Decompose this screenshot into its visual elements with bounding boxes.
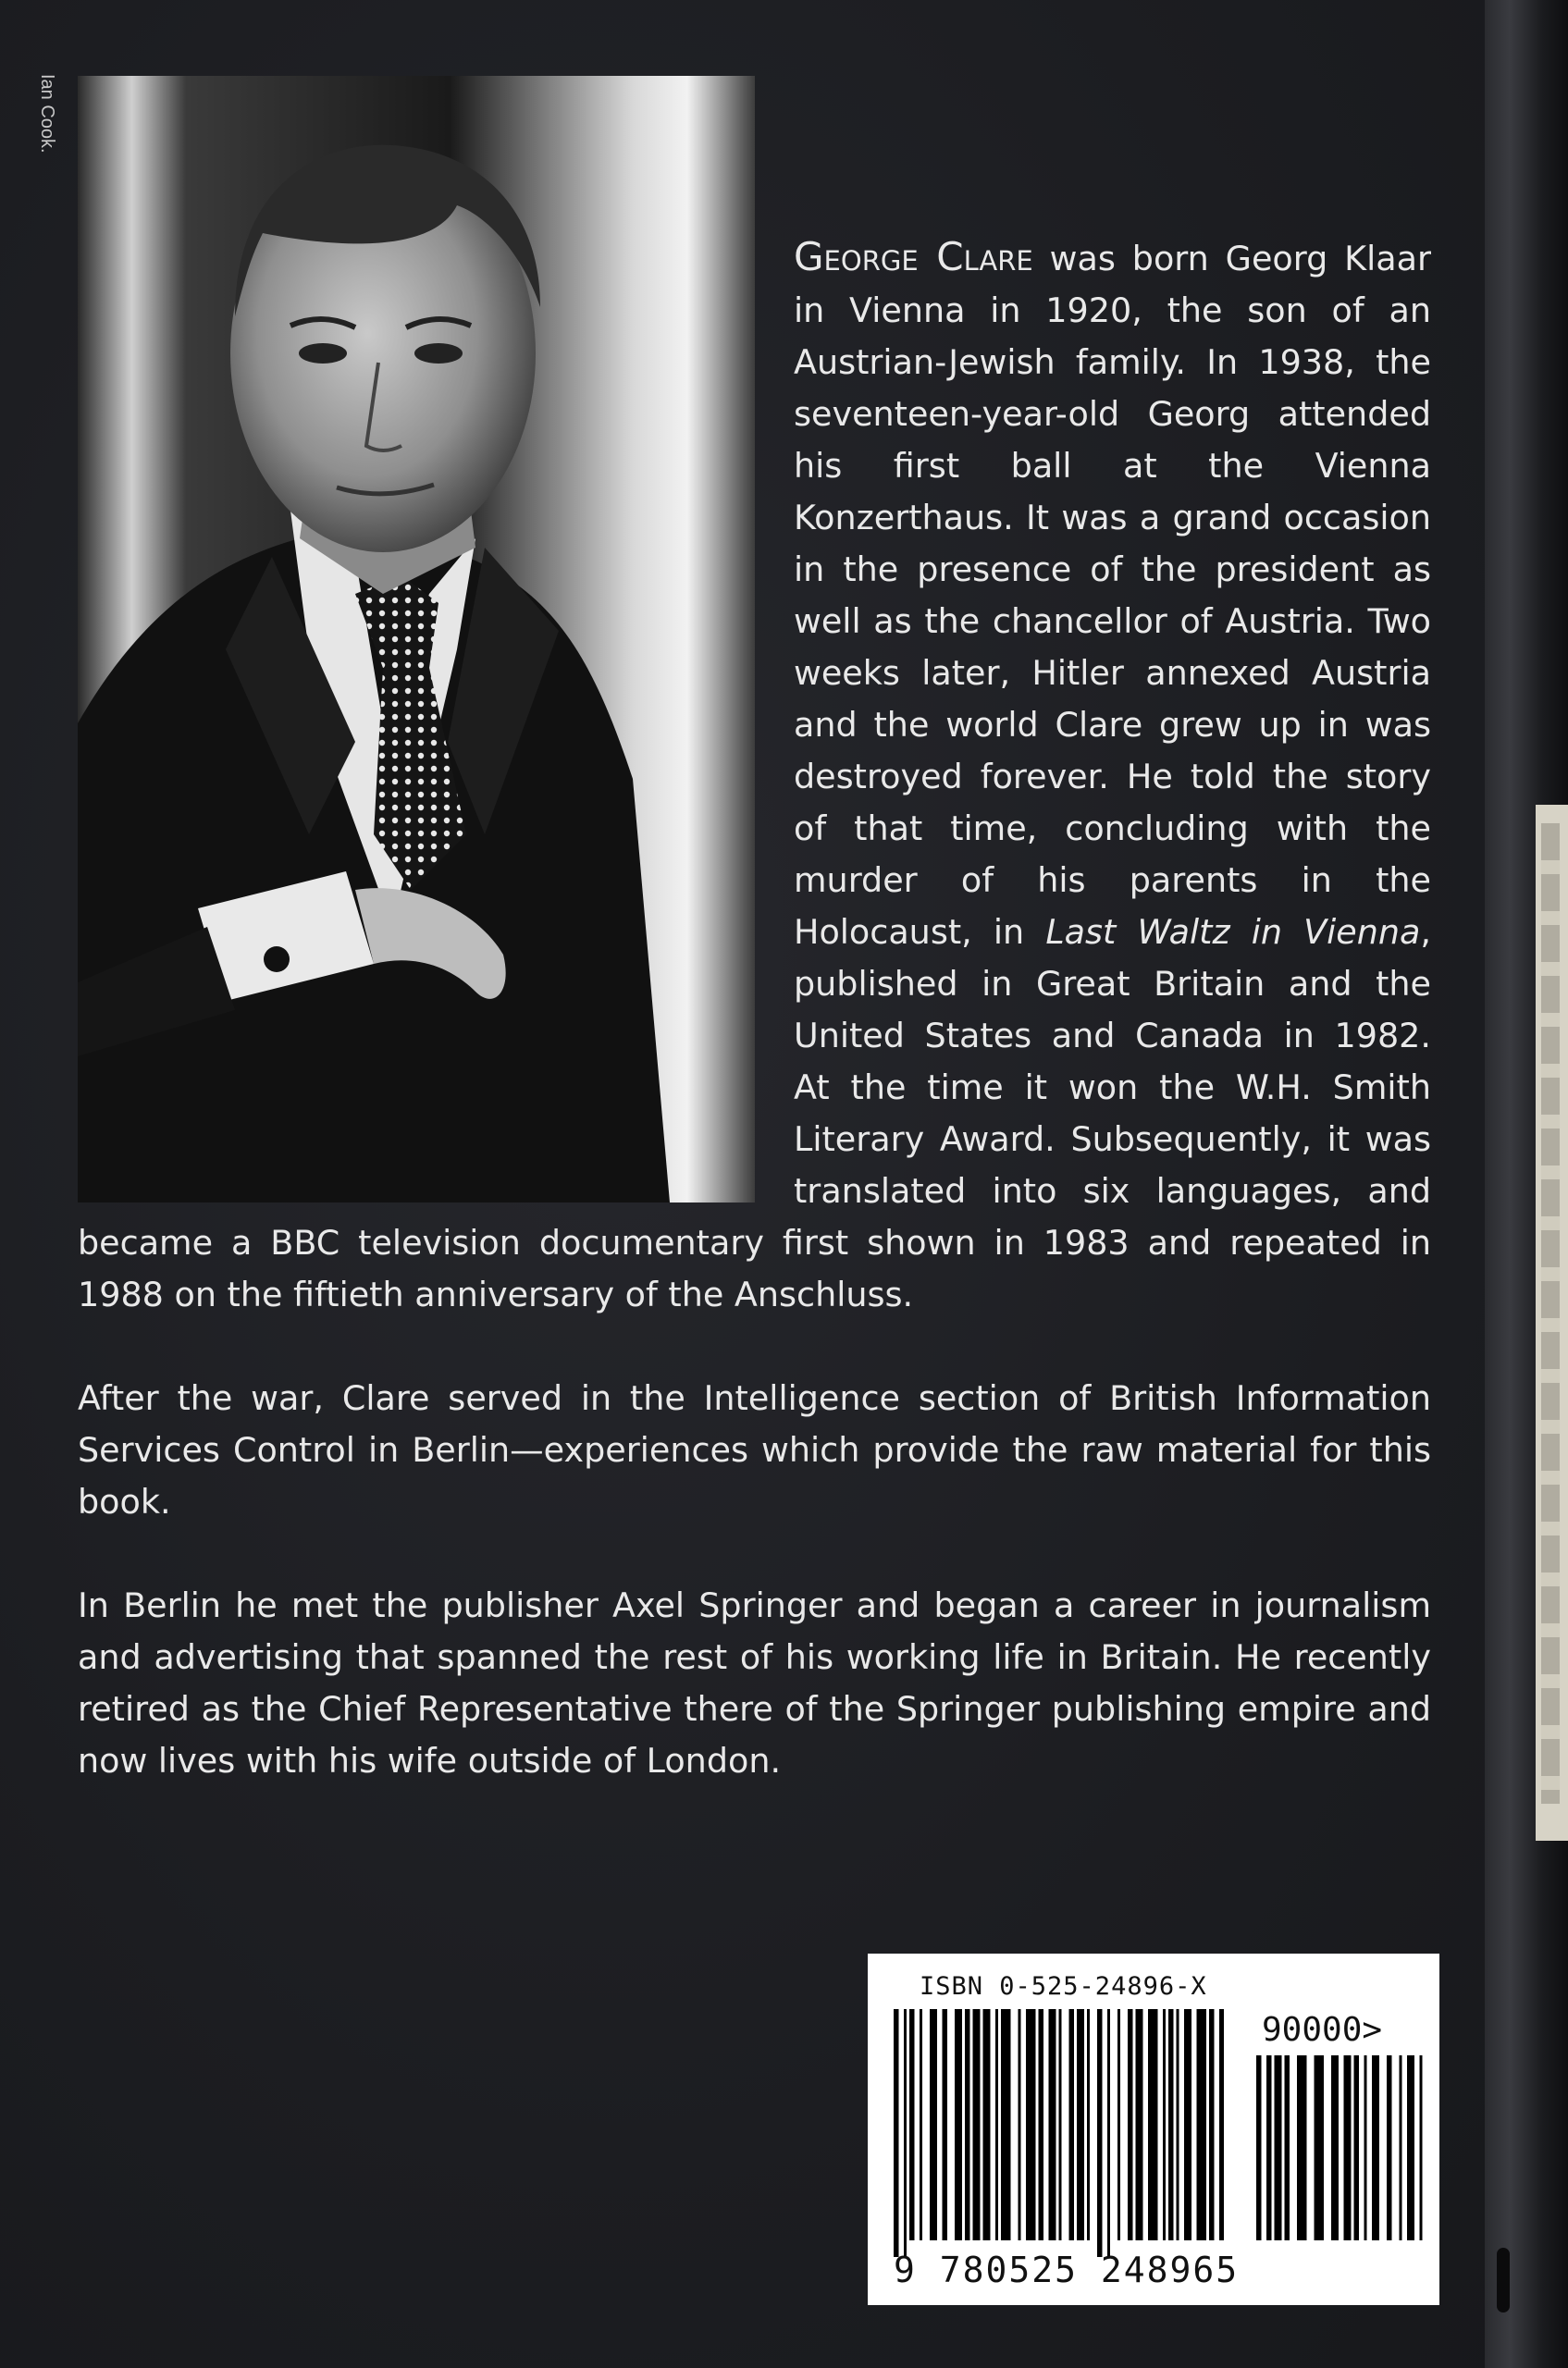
bio-paragraph-3: In Berlin he met the publisher Axel Springer and began a career in journalism and advertising that spanned the rest of his working life in Britain. He recently retired as the Chief Representative there of the Springer publishing empire and now lives with his wife outside of London. [78,1585,1431,1781]
photo-credit-text: Ian Cook. [37,74,57,154]
spine-label-strip [1536,805,1568,1841]
photo-credit [37,74,65,194]
author-name: George Clare [794,234,1033,279]
author-biography [78,231,1431,1839]
book-title: Last Waltz in Vienna [1045,912,1421,952]
bio-paragraph-1: George Clare was born Georg Klaar in Vienna in 1920, the son of an Austrian-Jewish family. In 1938, the seventeen-year-old Georg attended his first ball at the Vienna Konzerthaus. It was a grand occasion in the presence of the president as well as the chancellor of Austria. Two weeks later, Hitler annexed Austria and the world Clare grew up in was destroyed forever. He told the story of that time, concluding with the murder of his parents in the Holocaust, in Last Waltz in Vienna, published in Great Britain and the United States and Canada in 1982. At the time it won the W.H. Smith Literary Award. Subsequently, it was translated into six languages, and became a BBC television documentary first shown in 1983 and repeated in 1988 on the fiftieth anniversary of the Anschluss. [78,234,1431,1314]
bio-paragraph-2: After the war, Clare served in the Intelligence section of British Information Services Control in Berlin—experiences which provide the raw material for this book. [78,1378,1431,1522]
ean-number: 9 780525 248965 [894,2250,1240,2290]
price-code: 90000> [1262,2011,1383,2049]
isbn-number: ISBN 0-525-24896-X [920,1972,1207,2001]
barcode-label [868,1954,1439,2305]
spine-mark [1497,2248,1510,2312]
